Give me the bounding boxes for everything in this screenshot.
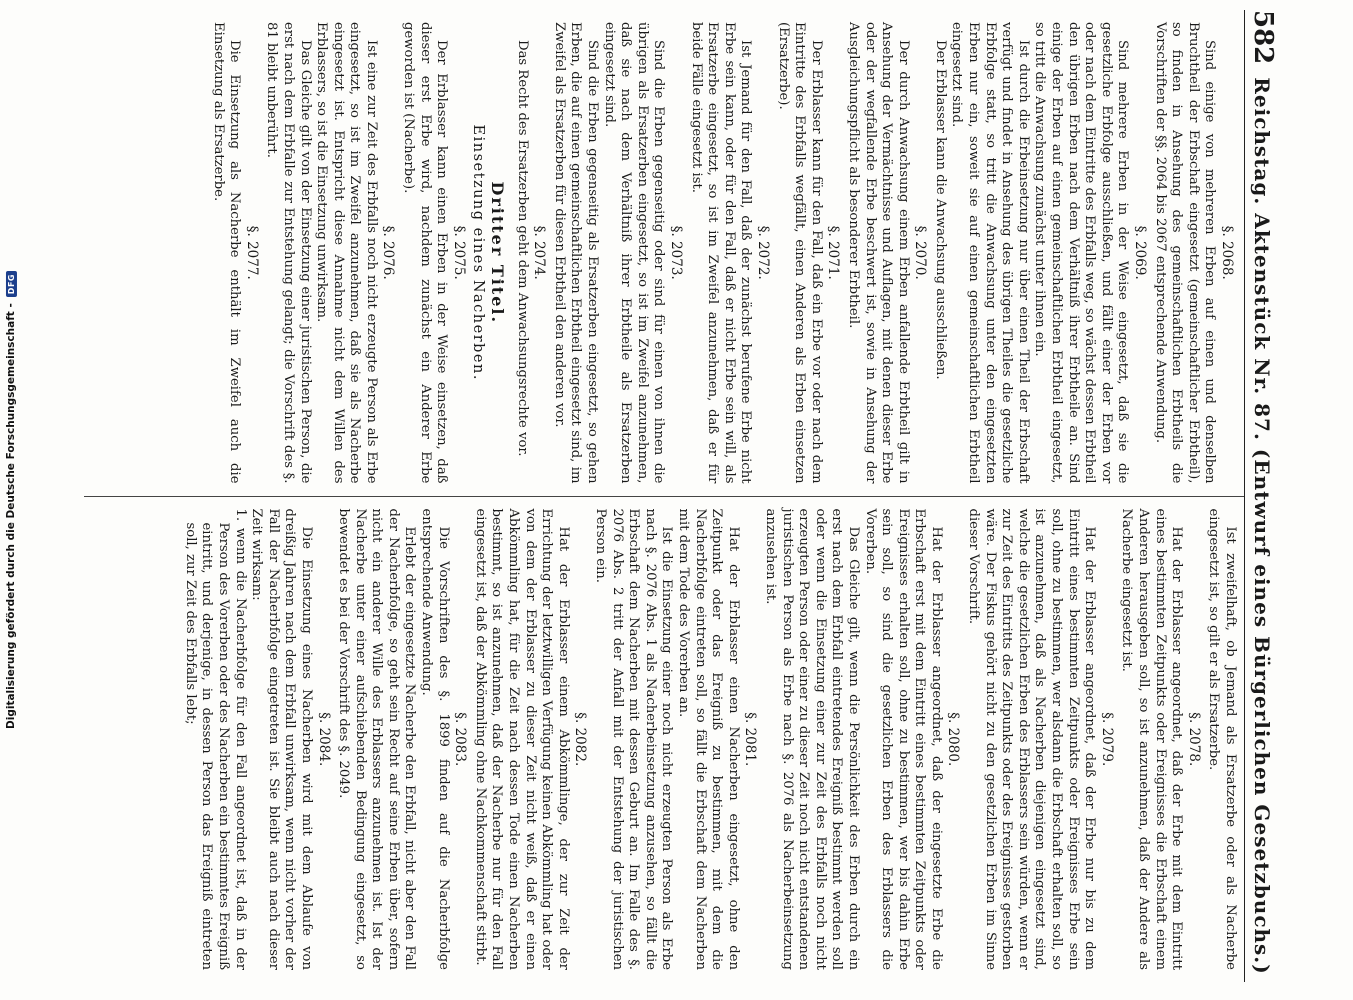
paragraph: Der durch Anwachsung einem Erben anfallende Erbtheil gilt in Ansehung der Vermächtnisse und Auflagen, mit denen dieser Erbe oder der wegfallende Erbe beschwert ist, sowie in Ansehung der Ausgleichungspflicht als besonderer Erbtheil. xyxy=(845,22,911,484)
section-heading: §. 2077. xyxy=(243,225,260,280)
paragraph: Sind mehrere Erben in der Weise eingesetzt, daß sie die gesetzliche Erbfolge ausschließen, und fällt einer der Erben vor oder nach dem Eintritte des Erbfalls weg, so wächst dessen Erbtheil den übrigen Erben nach dem Verhältniß ihrer Erbtheile an. Sind einige der Erben auf einen gemeinschaftlichen Erbtheil eingesetzt, so tritt die Anwachsung zunächst unter ihnen ein. xyxy=(1032,22,1131,484)
section-heading: §. 2082. xyxy=(572,712,589,767)
paragraph: Hat der Erblasser angeordnet, daß der Erbe nur bis zu dem Eintritt eines bestimmten Zeitpunkts oder Ereignisses Erbe sein soll, ohne zu bestimmen, wer alsdann die Erbschaft erhalten soll, so ist anzunehmen, daß als Nacherben diejenigen eingesetzt sind, welche die gesetzlichen Erben des Erblassers sein würden, wenn er zur Zeit des Eintritts des Zeitpunkts oder des Ereignisses gestorben wäre. Der Fiskus gehört nicht zu den gesetzlichen Erben im Sinne dieser Vorschrift. xyxy=(966,508,1098,970)
section-heading: §. 2072. xyxy=(754,225,771,280)
footer-text: Digitalisierung gefördert durch die Deutsche Forschungsgemeinschaft - xyxy=(5,303,18,729)
paragraph: Sind einige von mehreren Erben auf einen und denselben Bruchtheil der Erbschaft eingesetzt (gemeinschaftlicher Erbtheil), so finden in Ansehung des gemeinschaftlichen Erbtheils die Vorschriften der §§. 2064 bis 2067 entsprechende Anwendung. xyxy=(1152,22,1218,484)
chapter-subtitle: Einsetzung eines Nacherben. xyxy=(470,124,487,381)
running-head: Reichstag. Aktenstück Nr. 87. (Entwurf eines Bürgerlichen Gesetzbuchs.) xyxy=(1250,77,1274,975)
paragraph: Ist die Einsetzung einer noch nicht erzeugten Person als Erbe nach §. 2076 Abs. 1 als Nacherbeinsetzung anzusehen, so fällt die Erbschaft dem Nacherben mit dessen Geburt an. Im Falle des §. 2076 Abs. 2 tritt der Anfall mit der Entstehung der juristischen Person ein. xyxy=(593,508,675,970)
page-header xyxy=(1244,10,1278,982)
paragraph: Das Gleiche gilt von der Einsetzung einer juristischen Person, die erst nach dem Erbfalle zur Entstehung gelangt; die Vorschrift des §. 81 bleibt unberührt. xyxy=(264,22,313,484)
paragraph: Ist eine zur Zeit des Erbfalls noch nicht erzeugte Person als Erbe eingesetzt, so ist im Zweifel anzunehmen, daß sie als Nacherbe eingesetzt ist. Entspricht diese Annahme nicht dem Willen des Erblassers, so ist die Einsetzung unwirksam. xyxy=(314,22,379,484)
section-heading: §. 2078. xyxy=(1185,712,1202,767)
paragraph: Hat der Erblasser angeordnet, daß der eingesetzte Erbe die Erbschaft erst mit dem Eintritt eines bestimmten Zeitpunkts oder Ereignisses erhalten soll, ohne zu bestimmen, wer bis dahin Erbe sein soll, so sind die gesetzlichen Erben des Erblassers die Vorerben. xyxy=(862,508,944,970)
paragraph: Sind die Erben gegenseitig oder sind für einen von ihnen die übrigen als Ersatzerben eingesetzt, so ist im Zweifel anzunehmen, daß sie nach dem Verhältniß ihrer Erbtheile als Ersatzerben eingesetzt sind. xyxy=(601,22,667,484)
paragraph: Der Erblasser kann die Anwachsung ausschließen. xyxy=(932,40,948,380)
column-right xyxy=(84,496,1244,983)
paragraph: Hat der Erblasser einen Nacherben eingesetzt, ohne den Zeitpunkt oder das Ereigniß zu bestimmen, mit dem die Nacherbfolge eintreten soll, so fällt die Erbschaft dem Nacherben mit dem Tode des Vorerben an. xyxy=(676,508,741,970)
section-heading: §. 2075. xyxy=(450,225,467,280)
paragraph: Die Einsetzung eines Nacherben wird mit dem Ablaufe von dreißig Jahren nach dem Erbfall unwirksam, wenn nicht vorher der Fall der Nacherbfolge eingetreten ist. Sie bleibt auch nach dieser Zeit wirksam: xyxy=(249,508,314,970)
section-heading: §. 2073. xyxy=(668,225,684,280)
paragraph: Erlebt der eingesetzte Nacherbe den Erbfall, nicht aber den Fall der Nacherbfolge, so geht sein Recht auf seine Erben über, sofern nicht ein anderer Wille des Erblassers anzunehmen ist. Ist der Nacherbe unter einer aufschiebenden Bedingung eingesetzt, so bewendet es bei der Vorschrift des §. 2049. xyxy=(336,508,418,970)
paragraph: Sind die Erben gegenseitig als Ersatzerben eingesetzt, so gehen Erben, die auf einen gemeinschaftlichen Erbtheil eingesetzt sind, im Zweifel als Ersatzerben für diesen Erbtheil den anderen vor. xyxy=(551,22,601,484)
section-heading: §. 2076. xyxy=(380,225,397,280)
paragraph: Der Erblasser kann einen Erben in der Weise einsetzen, daß dieser erst Erbe wird, nachdem zunächst ein Anderer Erbe geworden ist (Nacherbe). xyxy=(401,22,450,484)
digitization-footer xyxy=(2,0,20,1000)
section-heading: §. 2070. xyxy=(912,225,929,280)
section-heading: §. 2081. xyxy=(742,712,759,767)
paragraph: Hat der Erblasser angeordnet, daß der Erbe mit dem Eintritt eines bestimmten Zeitpunkts oder Ereignisses die Erbschaft einem Anderen herausgeben soll, so ist anzunehmen, daß der Andere als Nacherbe eingesetzt ist. xyxy=(1119,508,1185,970)
section-heading: §. 2068. xyxy=(1219,225,1235,280)
section-heading: §. 2074. xyxy=(531,225,548,280)
section-heading: §. 2079. xyxy=(1098,712,1115,767)
paragraph: Ist durch die Erbeinsetzung nur über einen Theil der Erbschaft verfügt und findet in Ansehung des übrigen Theiles die gesetzliche Erbfolge statt, so tritt die Anwachsung unter den eingesetzten Erben nur ein, soweit sie auf einen gemeinschaftlichen Erbtheil eingesetzt sind. xyxy=(949,22,1031,484)
paragraph: Ist Jemand für den Fall, daß der zunächst berufene Erbe nicht Erbe sein kann, oder für den Fall, daß er nicht Erbe sein will, als Ersatzerbe eingesetzt, so ist im Zweifel anzunehmen, daß er für beide Fälle eingesetzt ist. xyxy=(688,22,754,484)
paragraph: Die Einsetzung als Nacherbe enthält im Zweifel auch die Einsetzung als Ersatzerbe. xyxy=(210,22,243,484)
paragraph: Die Vorschriften des §. 1899 finden auf die Nacherbfolge entsprechende Anwendung. xyxy=(419,508,451,970)
section-heading: §. 2071. xyxy=(825,225,842,280)
text-columns xyxy=(84,10,1244,982)
section-heading: §. 2080. xyxy=(945,712,962,767)
paragraph: Hat der Erblasser einem Abkömmlinge, der zur Zeit der Errichtung der letztwilligen Verfügung keinen Abkömmling hat oder von dem der Erblasser zu dieser Zeit nicht weiß, daß er einen Abkömmling hat, für die Zeit nach dessen Tode einen Nacherben bestimmt, so ist anzunehmen, daß der Nacherbe nur für den Fall eingesetzt ist, daß der Abkömmling ohne Nachkommenschaft stirbt. xyxy=(472,508,571,970)
list-item: 1. wenn die Nacherbfolge für den Fall angeordnet ist, daß in der Person des Vorerben oder des Nacherben ein bestimmtes Ereigniß eintritt, und derjenige, in dessen Person das Ereigniß eintreten soll, zur Zeit des Erbfalls lebt; xyxy=(182,508,248,970)
dfg-logo: DFG xyxy=(6,271,17,297)
paragraph: Das Recht des Ersatzerben geht dem Anwachsungsrechte vor. xyxy=(514,40,530,457)
chapter-title: Dritter Titel. xyxy=(488,181,508,325)
section-heading: §. 2069. xyxy=(1132,225,1149,280)
section-heading: §. 2083. xyxy=(452,712,469,767)
page-number: 582 xyxy=(1248,10,1278,65)
column-left xyxy=(84,10,1244,496)
paragraph: Ist zweifelhaft, ob Jemand als Ersatzerbe oder als Nacherbe eingesetzt ist, so gilt er als Ersatzerbe. xyxy=(1206,508,1238,970)
paragraph: Der Erblasser kann für den Fall, daß ein Erbe vor oder nach dem Eintritte des Erbfalls wegfällt, einen Anderen als Erben einsetzen (Ersatzerbe). xyxy=(775,22,824,484)
section-heading: §. 2084. xyxy=(315,712,332,767)
paragraph: Das Gleiche gilt, wenn die Persönlichkeit des Erben durch ein erst nach dem Erbfall eintretendes Ereigniß bestimmt werden soll oder wenn die Einsetzung einer zur Zeit des Erbfalls noch nicht erzeugten Person oder einer zu dieser Zeit noch nicht entstandenen juristischen Person als Erbe nach §. 2076 als Nacherbeinsetzung anzusehen ist. xyxy=(762,508,861,970)
